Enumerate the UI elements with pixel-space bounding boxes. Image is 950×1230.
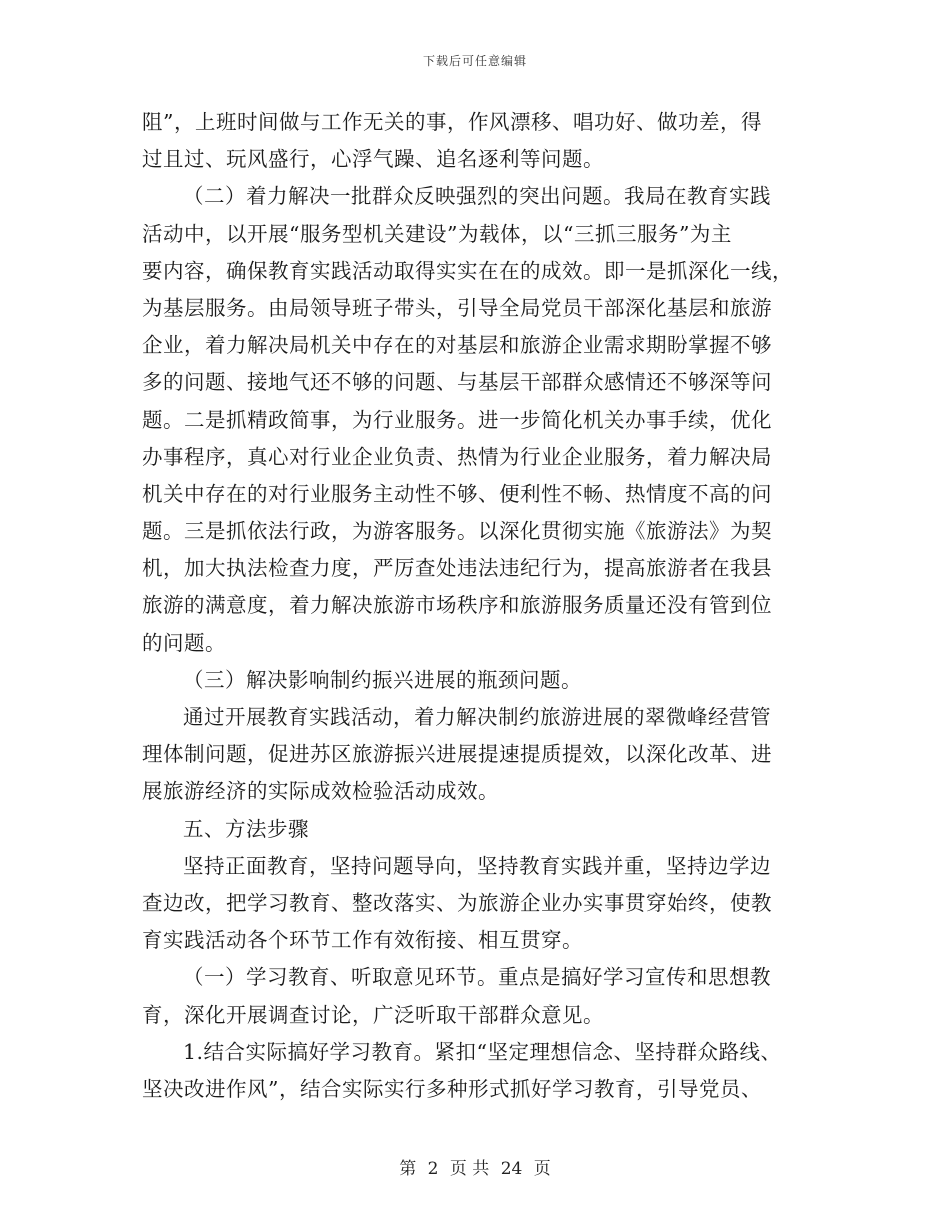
footer-suffix: 页 [533,1159,551,1179]
text-line: 企业，着力解决局机关中存在的对基层和旅游企业需求期盼掌握不够 [142,333,772,358]
text-line: （二）着力解决一批群众反映强烈的突出问题。我局在教育实践 [183,184,771,209]
footer-middle: 页 共 [449,1159,490,1179]
text-line: 题。三是抓依法行政，为游客服务。以深化贯彻实施《旅游法》为契 [142,519,772,544]
page-header: 下载后可任意编辑 [422,54,527,68]
page-footer [0,1154,950,1179]
text-line: 坚持正面教育，坚持问题导向，坚持教育实践并重，坚持边学边 [183,853,771,878]
footer-total-pages: 24 [500,1159,523,1179]
text-line: 活动中，以开展“服务型机关建设”为载体，以“三抓三服务”为主 [142,221,732,246]
text-line: 坚决改进作风”，结合实际实行多种形式抓好学习教育，引导党员、 [142,1076,762,1101]
text-line: 育实践活动各个环节工作有效衔接、相互贯穿。 [142,928,583,953]
footer-prefix: 第 [399,1159,417,1179]
text-line: 过且过、玩风盛行，心浮气躁、追名逐利等问题。 [142,147,604,172]
text-line: 题。二是抓精政简事，为行业服务。进一步简化机关办事手续，优化 [142,407,772,432]
text-line: 办事程序，真心对行业企业负责、热情为行业企业服务，着力解决局 [142,444,772,469]
text-line: 1.结合实际搞好学习教育。紧扣“坚定理想信念、坚持群众路线、 [183,1039,782,1064]
text-line: 的问题。 [142,630,226,655]
text-line: 理体制问题，促进苏区旅游振兴进展提速提质提效，以深化改革、进 [142,742,772,767]
text-line: 旅游的满意度，着力解决旅游市场秩序和旅游服务质量还没有管到位 [142,593,772,618]
footer-page-number: 2 [427,1159,439,1179]
text-line: 多的问题、接地气还不够的问题、与基层干部群众感情还不够深等问 [142,370,772,395]
text-line: 要内容，确保教育实践活动取得实实在在的成效。即一是抓深化一线， [142,258,793,283]
text-line: 通过开展教育实践活动，着力解决制约旅游进展的翠微峰经营管 [183,705,771,729]
text-line: （三）解决影响制约振兴进展的瓶颈问题。 [183,667,582,692]
text-line: 阻”，上班时间做与工作无关的事，作风漂移、唱功好、做功差，得 [142,110,762,134]
text-line: 为基层服务。由局领导班子带头，引导全局党员干部深化基层和旅游 [142,295,772,320]
text-line: 五、方法步骤 [183,816,309,841]
text-line: 机关中存在的对行业服务主动性不够、便利性不畅、热情度不高的问 [142,481,772,506]
text-line: 展旅游经济的实际成效检验活动成效。 [142,779,499,804]
text-line: （一）学习教育、听取意见环节。重点是搞好学习宣传和思想教 [183,965,771,990]
text-line: 机，加大执法检查力度，严厉查处违法违纪行为，提高旅游者在我县 [142,556,772,581]
text-line: 育，深化开展调查讨论，广泛听取干部群众意见。 [142,1002,604,1027]
text-line: 查边改，把学习教育、整改落实、为旅游企业办实事贯穿始终，使教 [142,890,772,915]
document-body [142,104,808,1108]
